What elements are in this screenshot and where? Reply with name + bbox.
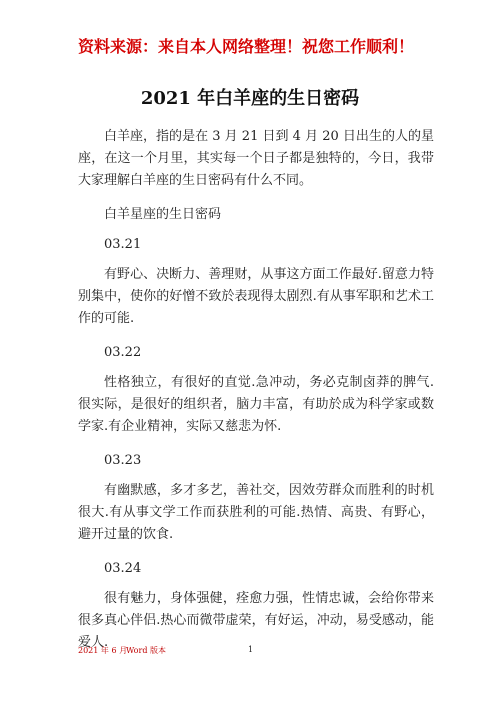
section-heading: 白羊星座的生日密码 [104, 207, 222, 222]
paragraph-0322: 性格独立，有很好的直觉.急冲动，务必克制卤莽的脾气.很实际，是很好的组织者，脑力丰富，有助於成为科学家或数学家.有企业精神，实际又慈悲为怀. [78, 375, 434, 434]
footer-date: 2021 年 6 月 [78, 646, 128, 655]
document-body [78, 126, 434, 666]
intro-paragraph: 白羊座，指的是在 3 月 21 日到 4 月 20 日出生的人的星座，在这一个月里，其实每一个日子都是独特的，今日，我带大家理解白羊座的生日密码有什么不同。 [78, 129, 434, 188]
paragraph-0321: 有野心、决断力、善理财，从事这方面工作最好.留意力特别集中，使你的好憎不致於表现得太剧烈.有从事军职和艺术工作的可能. [78, 267, 434, 326]
page-number: 1 [248, 645, 254, 654]
date-label-0324: 03.24 [104, 561, 142, 576]
document-title: 2021 年白羊座的生日密码 [140, 88, 360, 109]
date-label-0323: 03.23 [104, 453, 142, 468]
source-banner: 资料来源：来自本人网络整理！祝您工作顺利！ [78, 37, 415, 56]
date-label-0321: 03.21 [104, 237, 142, 252]
date-label-0322: 03.22 [104, 345, 142, 360]
page-footer [78, 645, 434, 659]
paragraph-0323: 有幽默感，多才多艺，善社交，因效劳群众而胜利的时机很大.有从事文学工作而获胜利的可能.热情、高贵、有野心，避开过量的饮食. [78, 483, 434, 542]
paragraph-0324: 很有魅力，身体强健，痊愈力强，性情忠诚，会给你带来很多真心伴侣.热心而微带虚荣，有好运，冲动，易受感动，能爱人. [78, 591, 434, 650]
footer-version: Word 版本 [126, 646, 166, 655]
